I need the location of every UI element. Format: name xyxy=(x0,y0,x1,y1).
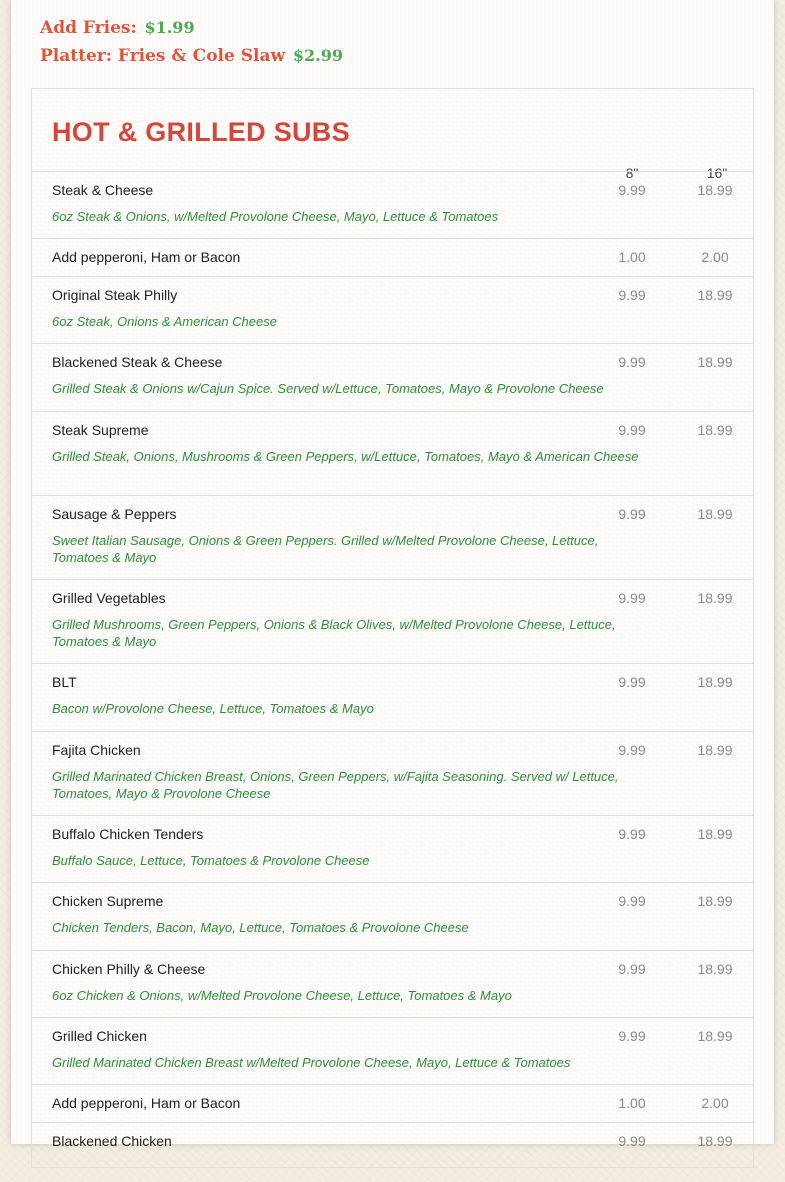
item-name: BLT xyxy=(52,674,77,690)
menu-item xyxy=(32,882,753,950)
addon-price: $1.99 xyxy=(144,18,195,37)
item-price-large: 18.99 xyxy=(697,422,733,438)
item-price-small: 9.99 xyxy=(618,422,646,438)
item-price-large: 18.99 xyxy=(697,826,733,842)
item-price-small: 9.99 xyxy=(618,674,646,690)
item-price-large: 2.00 xyxy=(701,1095,729,1111)
item-price-small: 9.99 xyxy=(618,893,646,909)
item-price-small: 9.99 xyxy=(618,1028,646,1044)
size-header-large: 16" xyxy=(706,165,728,181)
item-price-small: 9.99 xyxy=(618,354,646,370)
item-description: Bacon w/Provolone Cheese, Lettuce, Tomatoes & Mayo xyxy=(52,701,374,716)
item-name: Fajita Chicken xyxy=(52,742,141,758)
item-price-large: 18.99 xyxy=(697,961,733,977)
item-price-small: 9.99 xyxy=(618,826,646,842)
item-name: Grilled Chicken xyxy=(52,1028,147,1044)
item-price-large: 18.99 xyxy=(697,287,733,303)
item-price-small: 9.99 xyxy=(618,182,646,198)
menu-item xyxy=(32,1084,753,1122)
item-name: Chicken Philly & Cheese xyxy=(52,961,206,977)
item-name: Chicken Supreme xyxy=(52,893,164,909)
item-price-large: 18.99 xyxy=(697,742,733,758)
menu-item xyxy=(32,276,753,343)
menu-page xyxy=(11,0,774,1149)
menu-item xyxy=(32,579,753,663)
item-description: Grilled Steak & Onions w/Cajun Spice. Served w/Lettuce, Tomatoes, Mayo & Provolone Cheese xyxy=(52,381,604,396)
item-name: Blackened Chicken xyxy=(52,1133,172,1149)
addon-label: Platter: Fries & Cole Slaw xyxy=(40,46,286,66)
item-price-small: 9.99 xyxy=(618,287,646,303)
item-name: Blackened Steak & Cheese xyxy=(52,354,223,370)
item-name: Add pepperoni, Ham or Bacon xyxy=(52,249,241,265)
item-price-large: 18.99 xyxy=(697,893,733,909)
menu-item xyxy=(32,731,753,815)
item-description: Sweet Italian Sausage, Onions & Green Peppers. Grilled w/Melted Provolone Cheese, Lettuce, Tomatoes & Mayo xyxy=(52,533,599,565)
addon-fries xyxy=(40,14,343,42)
addon-label: Add Fries: xyxy=(40,18,137,38)
menu-item xyxy=(32,495,753,579)
item-description: Grilled Marinated Chicken Breast w/Melted Provolone Cheese, Mayo, Lettuce & Tomatoes xyxy=(52,1055,571,1070)
item-description: Buffalo Sauce, Lettuce, Tomatoes & Provolone Cheese xyxy=(52,853,370,868)
item-price-large: 18.99 xyxy=(697,506,733,522)
item-price-large: 18.99 xyxy=(697,1028,733,1044)
item-price-large: 18.99 xyxy=(697,354,733,370)
menu-item xyxy=(32,238,753,276)
item-description: Grilled Mushrooms, Green Peppers, Onions & Black Olives, w/Melted Provolone Cheese, Lettuce, Tomatoes & Mayo xyxy=(52,617,616,649)
menu-item xyxy=(32,950,753,1017)
item-price-large: 18.99 xyxy=(697,674,733,690)
menu-item-list xyxy=(32,171,753,1182)
section-title: HOT & GRILLED SUBS xyxy=(52,117,350,147)
item-price-small: 1.00 xyxy=(618,249,646,265)
item-description: 6oz Chicken & Onions, w/Melted Provolone Cheese, Lettuce, Tomatoes & Mayo xyxy=(52,988,512,1003)
item-price-small: 9.99 xyxy=(618,590,646,606)
item-description: Grilled Marinated Chicken Breast, Onions, Green Peppers, w/Fajita Seasoning. Served w/ Lettuce, Tomatoes, Mayo & Provolone Cheese xyxy=(52,769,619,801)
size-header-small: 8" xyxy=(625,165,639,181)
item-description: 6oz Steak, Onions & American Cheese xyxy=(52,314,277,329)
item-description: Chicken Tenders, Bacon, Mayo, Lettuce, Tomatoes & Provolone Cheese xyxy=(52,920,469,935)
item-price-small: 9.99 xyxy=(618,506,646,522)
item-name: Grilled Vegetables xyxy=(52,590,166,606)
menu-item xyxy=(32,1122,753,1182)
addon-options xyxy=(40,14,343,70)
item-name: Steak & Cheese xyxy=(52,182,154,198)
item-name: Add pepperoni, Ham or Bacon xyxy=(52,1095,241,1111)
menu-item xyxy=(32,1017,753,1084)
item-name: Original Steak Philly xyxy=(52,287,178,303)
menu-item xyxy=(32,411,753,495)
item-name: Steak Supreme xyxy=(52,422,149,438)
menu-item xyxy=(32,171,753,238)
menu-section-hot-grilled-subs xyxy=(31,88,754,1168)
addon-price: $2.99 xyxy=(292,46,343,65)
item-description: 6oz Steak & Onions, w/Melted Provolone Cheese, Mayo, Lettuce & Tomatoes xyxy=(52,209,499,224)
item-price-large: 18.99 xyxy=(697,1133,733,1149)
item-price-small: 9.99 xyxy=(618,961,646,977)
item-price-large: 18.99 xyxy=(697,182,733,198)
item-price-small: 9.99 xyxy=(618,742,646,758)
item-price-large: 18.99 xyxy=(697,590,733,606)
menu-item xyxy=(32,343,753,411)
item-price-small: 9.99 xyxy=(618,1133,646,1149)
menu-item xyxy=(32,663,753,731)
item-description: Grilled Steak, Onions, Mushrooms & Green Peppers, w/Lettuce, Tomatoes, Mayo & American Cheese xyxy=(52,449,639,464)
addon-platter xyxy=(40,42,343,70)
menu-item xyxy=(32,815,753,882)
item-price-large: 2.00 xyxy=(701,249,729,265)
item-name: Buffalo Chicken Tenders xyxy=(52,826,204,842)
item-name: Sausage & Peppers xyxy=(52,506,177,522)
item-price-small: 1.00 xyxy=(618,1095,646,1111)
